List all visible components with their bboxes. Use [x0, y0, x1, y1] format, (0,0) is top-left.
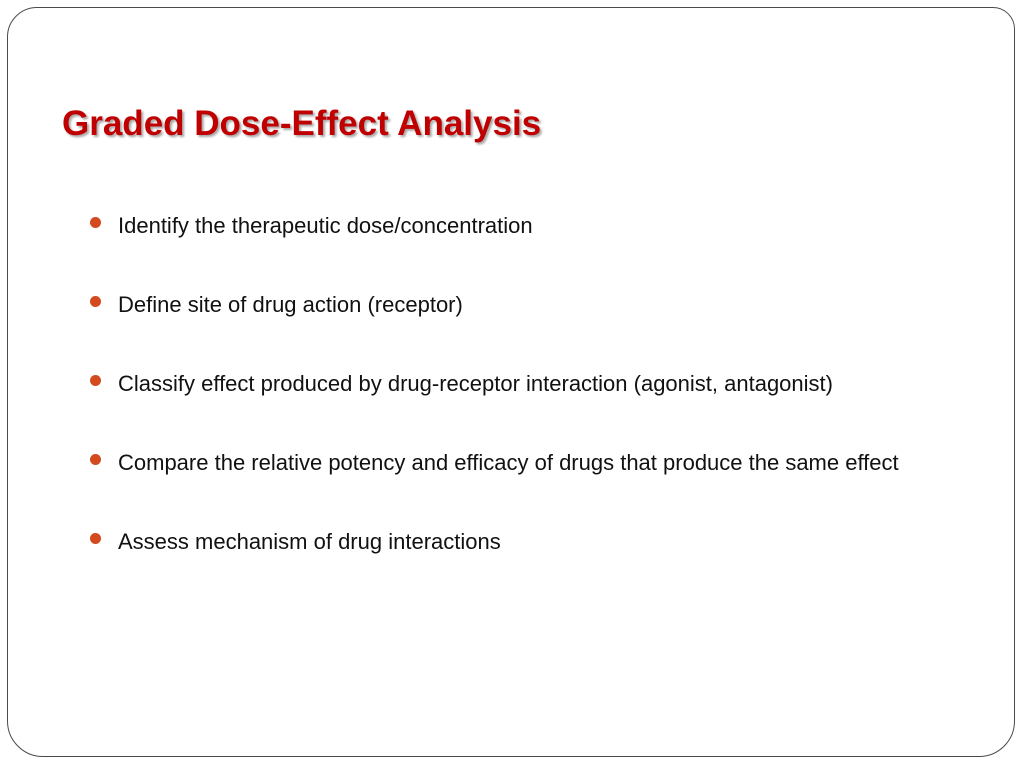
bullet-text: Identify the therapeutic dose/concentration	[118, 213, 533, 238]
bullet-item	[90, 284, 940, 326]
bullet-dot-icon	[90, 454, 101, 465]
bullet-item	[90, 363, 940, 405]
bullet-text: Assess mechanism of drug interactions	[118, 529, 501, 554]
bullet-dot-icon	[90, 533, 101, 544]
bullet-item	[90, 521, 940, 563]
bullet-text: Compare the relative potency and efficacy of drugs that produce the same effect	[118, 450, 899, 475]
slide-title: Graded Dose-Effect Analysis	[62, 104, 542, 143]
bullet-item	[90, 205, 940, 247]
bullet-text: Define site of drug action (receptor)	[118, 292, 463, 317]
bullet-text: Classify effect produced by drug-receptor interaction (agonist, antagonist)	[118, 371, 833, 396]
bullet-dot-icon	[90, 296, 101, 307]
bullet-dot-icon	[90, 217, 101, 228]
bullet-dot-icon	[90, 375, 101, 386]
bullet-list	[90, 205, 940, 563]
bullet-item	[90, 442, 940, 484]
